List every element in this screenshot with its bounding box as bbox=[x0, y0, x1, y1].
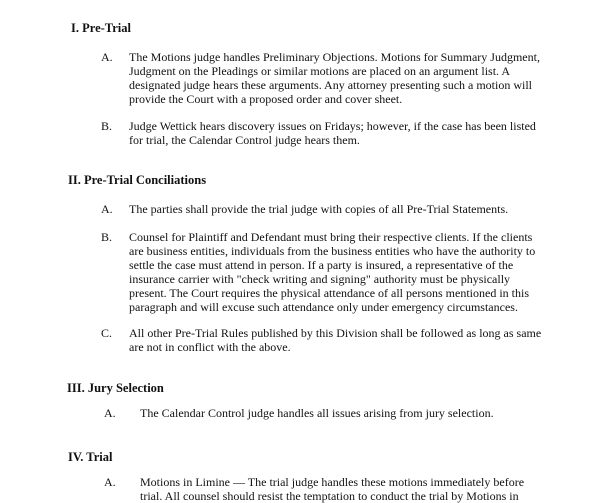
item-label: A. bbox=[104, 406, 116, 420]
item-text-discovery-issues: Judge Wettick hears discovery issues on Fridays; however, if the case has been listed for trial, the Calendar Control judge hears them. bbox=[129, 119, 536, 147]
section-heading-jury-selection: III. Jury Selection bbox=[67, 381, 164, 395]
item-text-client-attendance: Counsel for Plaintiff and Defendant must bring their respective clients. If the clients are business entities, individuals from the business entities who have the authority to settle the case must attend in person. If a party is insured, a representative of the insurance carrier with "check writing and signing" authority must be physically present. The Court requires the physical attendance of all persons mentioned in this paragraph and will excuse such attendance only under emergency circumstances. bbox=[129, 230, 536, 314]
item-text-other-rules: All other Pre-Trial Rules published by this Division shall be followed as long as same are not in conflict with the above. bbox=[129, 326, 542, 354]
item-text-motions-in-limine: Motions in Limine — The trial judge handles these motions immediately before trial. All counsel should resist the temptation to conduct the trial by Motions in bbox=[140, 475, 525, 503]
item-text-jury-selection: The Calendar Control judge handles all issues arising from jury selection. bbox=[140, 406, 494, 420]
section-heading-pre-trial-conciliations: II. Pre-Trial Conciliations bbox=[68, 173, 207, 187]
item-text-pretrial-statements: The parties shall provide the trial judge with copies of all Pre-Trial Statements. bbox=[129, 202, 509, 216]
item-label: B. bbox=[101, 119, 113, 133]
item-label: A. bbox=[101, 50, 113, 64]
item-label: B. bbox=[101, 230, 113, 244]
section-heading-pre-trial: I. Pre-Trial bbox=[71, 21, 131, 35]
item-label: C. bbox=[101, 326, 113, 340]
section-heading-trial: IV. Trial bbox=[68, 450, 113, 464]
item-text-motions-judge: The Motions judge handles Preliminary Objections. Motions for Summary Judgment, Judgment on the Pleadings or similar motions are placed on an argument list. A designated judge hears these arguments. Any attorney presenting such a motion will provide the Court with a proposed order and cover sheet. bbox=[129, 50, 540, 106]
item-label: A. bbox=[104, 475, 116, 489]
item-label: A. bbox=[101, 202, 113, 216]
